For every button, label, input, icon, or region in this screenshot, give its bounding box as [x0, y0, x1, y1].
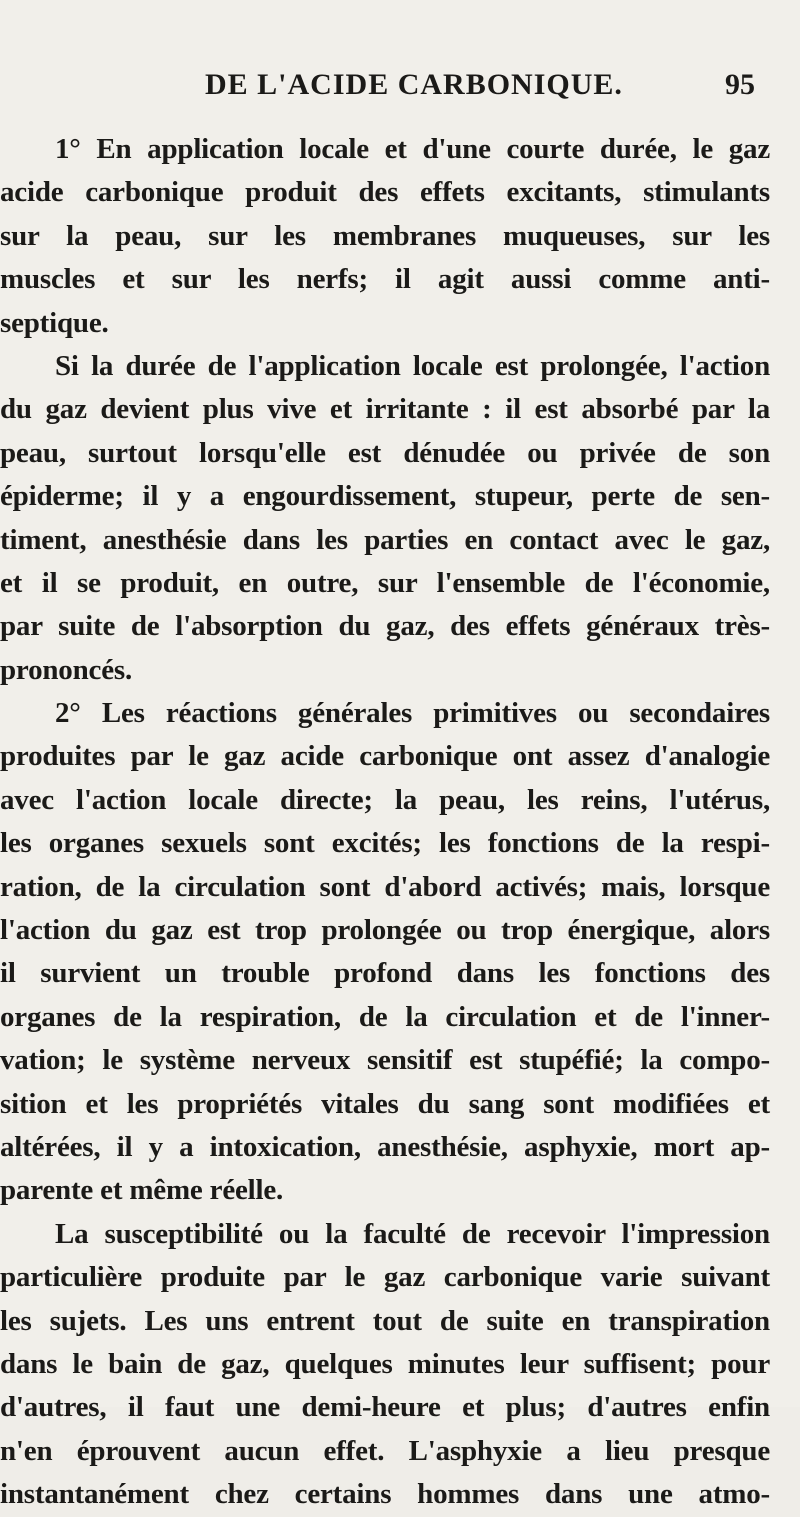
- text-line: n'en éprouvent aucun effet. L'asphyxie a lieu presque: [0, 1434, 770, 1467]
- text-line: sition et les propriétés vitales du sang sont modifiées et: [0, 1087, 770, 1120]
- text-line: altérées, il y a intoxication, anesthésie, asphyxie, mort ap-: [0, 1130, 770, 1163]
- text-line: d'autres, il faut une demi-heure et plus; d'autres enfin: [0, 1391, 770, 1424]
- text-line: vation; le système nerveux sensitif est stupéfié; la compo-: [0, 1044, 770, 1077]
- text-line: et il se produit, en outre, sur l'ensemble de l'économie,: [0, 566, 770, 599]
- text-line: il survient un trouble profond dans les fonctions des: [0, 957, 770, 990]
- text-line: organes de la respiration, de la circulation et de l'inner-: [0, 1000, 770, 1033]
- text-line: dans le bain de gaz, quelques minutes leur suffisent; pour: [0, 1347, 770, 1380]
- text-line: l'action du gaz est trop prolongée ou trop énergique, alors: [0, 914, 770, 947]
- text-line: peau, surtout lorsqu'elle est dénudée ou privée de son: [0, 436, 770, 469]
- text-line: La susceptibilité ou la faculté de recevoir l'impression: [55, 1217, 770, 1250]
- text-line: septique.: [0, 306, 109, 339]
- text-line: produites par le gaz acide carbonique ont assez d'analogie: [0, 740, 770, 773]
- text-line: particulière produite par le gaz carbonique varie suivant: [0, 1261, 770, 1294]
- text-line: par suite de l'absorption du gaz, des effets généraux très-: [0, 610, 770, 643]
- body-text: [0, 128, 790, 1517]
- text-line: 1° En application locale et d'une courte durée, le gaz: [55, 133, 770, 165]
- running-head: [30, 68, 800, 108]
- text-line: instantanément chez certains hommes dans une atmo-: [0, 1478, 770, 1511]
- text-line: 2° Les réactions générales primitives ou secondaires: [55, 697, 770, 730]
- text-line: du gaz devient plus vive et irritante : il est absorbé par la: [0, 393, 770, 426]
- running-title: DE L'ACIDE CARBONIQUE.: [205, 68, 623, 101]
- text-line: acide carbonique produit des effets excitants, stimulants: [0, 176, 770, 209]
- text-line: prononcés.: [0, 653, 133, 686]
- text-line: les organes sexuels sont excités; les fonctions de la respi-: [0, 827, 770, 860]
- text-line: avec l'action locale directe; la peau, les reins, l'utérus,: [0, 783, 770, 816]
- text-line: ration, de la circulation sont d'abord activés; mais, lorsque: [0, 870, 770, 903]
- text-line: timent, anesthésie dans les parties en contact avec le gaz,: [0, 523, 770, 556]
- text-line: épiderme; il y a engourdissement, stupeur, perte de sen-: [0, 480, 770, 513]
- text-line: sur la peau, sur les membranes muqueuses, sur les: [0, 219, 770, 252]
- text-line: Si la durée de l'application locale est prolongée, l'action: [55, 349, 770, 382]
- text-line: parente et même réelle.: [0, 1174, 284, 1207]
- page-number: 95: [725, 68, 755, 101]
- text-line: les sujets. Les uns entrent tout de suite en transpiration: [0, 1304, 770, 1337]
- text-line: muscles et sur les nerfs; il agit aussi comme anti-: [0, 263, 770, 296]
